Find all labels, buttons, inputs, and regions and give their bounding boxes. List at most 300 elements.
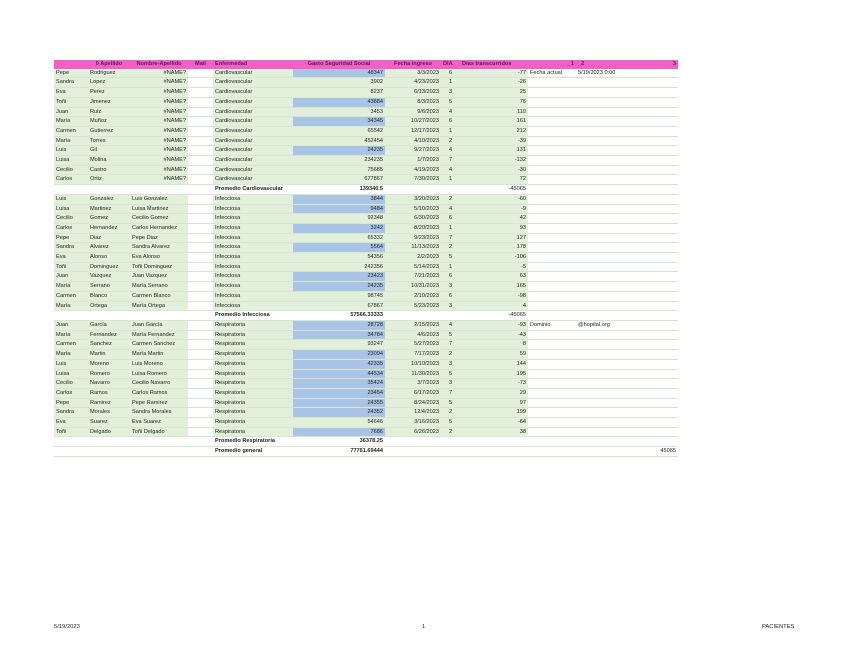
table-cell[interactable]: Respiratoria	[213, 369, 293, 379]
table-cell[interactable]: Blanco	[88, 291, 130, 301]
table-cell[interactable]: Suarez	[88, 418, 130, 428]
table-cell[interactable]: María Serrano	[130, 282, 188, 292]
table-cell[interactable]: Luis	[54, 194, 88, 204]
table-cell[interactable]: 242356	[293, 262, 385, 272]
table-cell[interactable]: 93	[460, 223, 528, 233]
table-cell[interactable]: Cardiovascular	[213, 126, 293, 136]
table-cell[interactable]	[441, 185, 460, 195]
table-cell[interactable]: 12/4/2023	[385, 408, 441, 418]
table-cell[interactable]: 11/30/2023	[385, 369, 441, 379]
table-cell[interactable]	[130, 437, 188, 447]
table-cell[interactable]: Promedio Respiratoria	[213, 437, 293, 447]
table-cell[interactable]: Perez	[88, 88, 130, 98]
table-cell[interactable]: 1	[441, 78, 460, 88]
table-cell[interactable]	[54, 185, 88, 195]
table-cell[interactable]: Hernandez	[88, 223, 130, 233]
table-cell[interactable]	[630, 185, 678, 195]
table-cell[interactable]: 4	[460, 301, 528, 311]
table-cell[interactable]: 57566.33333	[293, 311, 385, 321]
table-cell[interactable]: 10/31/2023	[385, 282, 441, 292]
table-cell[interactable]	[188, 369, 213, 379]
table-cell[interactable]: 5	[441, 97, 460, 107]
table-cell[interactable]: Eva	[54, 418, 88, 428]
table-cell[interactable]	[528, 262, 576, 272]
table-cell[interactable]	[441, 311, 460, 321]
table-cell[interactable]	[576, 408, 630, 418]
table-cell[interactable]: Pepe	[54, 69, 88, 78]
table-cell[interactable]: 1/7/2023	[385, 156, 441, 166]
table-cell[interactable]	[528, 126, 576, 136]
table-cell[interactable]: Promedio Cardiovascular	[213, 185, 293, 195]
table-cell[interactable]: -77	[460, 69, 528, 78]
table-cell[interactable]	[54, 437, 88, 447]
table-cell[interactable]: Eva	[54, 253, 88, 263]
table-cell[interactable]	[576, 88, 630, 98]
table-cell[interactable]: 6	[441, 69, 460, 78]
table-cell[interactable]: Carmen	[54, 291, 88, 301]
table-cell[interactable]: Respiratoria	[213, 398, 293, 408]
table-cell[interactable]	[188, 262, 213, 272]
table-cell[interactable]: Respiratoria	[213, 320, 293, 330]
table-cell[interactable]: 178	[460, 243, 528, 253]
table-cell[interactable]: Infecciosa	[213, 243, 293, 253]
table-cell[interactable]	[576, 447, 630, 457]
table-cell[interactable]	[528, 136, 576, 146]
table-cell[interactable]: Fecha actual	[528, 69, 576, 78]
table-cell[interactable]	[576, 156, 630, 166]
table-cell[interactable]: Respiratoria	[213, 350, 293, 360]
table-cell[interactable]	[188, 204, 213, 214]
table-cell[interactable]: 7686	[293, 427, 385, 437]
table-cell[interactable]: -43	[460, 330, 528, 340]
table-cell[interactable]	[188, 330, 213, 340]
table-cell[interactable]: 34345	[293, 117, 385, 127]
table-cell[interactable]: Gonzalez	[88, 194, 130, 204]
table-cell[interactable]: 161	[460, 117, 528, 127]
table-cell[interactable]: Luis	[54, 146, 88, 156]
table-cell[interactable]	[528, 243, 576, 253]
table-cell[interactable]: Dominio	[528, 320, 576, 330]
table-cell[interactable]: Sandra	[54, 408, 88, 418]
table-cell[interactable]: 5	[441, 398, 460, 408]
table-cell[interactable]: 3	[441, 88, 460, 98]
table-cell[interactable]	[188, 117, 213, 127]
table-cell[interactable]: Respiratoria	[213, 379, 293, 389]
table-cell[interactable]	[528, 330, 576, 340]
table-cell[interactable]: Luisa Martinez	[130, 204, 188, 214]
table-cell[interactable]: 7	[441, 233, 460, 243]
table-cell[interactable]: 2	[441, 427, 460, 437]
table-cell[interactable]	[188, 340, 213, 350]
table-cell[interactable]: 7	[441, 388, 460, 398]
table-cell[interactable]	[188, 311, 213, 321]
table-cell[interactable]: 127	[460, 233, 528, 243]
table-cell[interactable]: Torres	[88, 136, 130, 146]
table-cell[interactable]	[576, 223, 630, 233]
table-cell[interactable]	[528, 165, 576, 175]
table-cell[interactable]: 28728	[293, 320, 385, 330]
table-cell[interactable]: 8/20/2023	[385, 223, 441, 233]
table-cell[interactable]	[630, 320, 678, 330]
table-cell[interactable]	[576, 427, 630, 437]
table-cell[interactable]	[188, 398, 213, 408]
table-cell[interactable]: 2/15/2023	[385, 320, 441, 330]
table-cell[interactable]: Carlos Hernandez	[130, 223, 188, 233]
table-cell[interactable]: 38	[460, 427, 528, 437]
table-cell[interactable]	[576, 350, 630, 360]
table-cell[interactable]: 5564	[293, 243, 385, 253]
table-cell[interactable]: 34784	[293, 330, 385, 340]
table-cell[interactable]: 9/6/2023	[385, 107, 441, 117]
table-cell[interactable]	[630, 311, 678, 321]
table-cell[interactable]	[630, 243, 678, 253]
table-cell[interactable]: María	[54, 117, 88, 127]
table-cell[interactable]: 165	[460, 282, 528, 292]
table-cell[interactable]: Respiratoria	[213, 427, 293, 437]
table-cell[interactable]: #NAME?	[130, 126, 188, 136]
table-cell[interactable]	[576, 253, 630, 263]
table-cell[interactable]	[630, 97, 678, 107]
table-cell[interactable]: -60	[460, 194, 528, 204]
table-cell[interactable]	[630, 427, 678, 437]
table-cell[interactable]	[576, 185, 630, 195]
table-cell[interactable]: 6/17/2023	[385, 388, 441, 398]
table-cell[interactable]: Romero	[88, 369, 130, 379]
table-cell[interactable]	[528, 272, 576, 282]
table-cell[interactable]	[385, 447, 441, 457]
table-cell[interactable]: Cecilio	[54, 165, 88, 175]
table-cell[interactable]: Cardiovascular	[213, 146, 293, 156]
table-cell[interactable]: Sandra Morales	[130, 408, 188, 418]
table-cell[interactable]: Carlos	[54, 223, 88, 233]
table-cell[interactable]: Carlos	[54, 388, 88, 398]
table-cell[interactable]	[630, 233, 678, 243]
table-cell[interactable]	[188, 282, 213, 292]
table-cell[interactable]: 44534	[293, 369, 385, 379]
table-cell[interactable]: Infecciosa	[213, 253, 293, 263]
table-cell[interactable]: Fernandez	[88, 330, 130, 340]
table-cell[interactable]: Cardiovascular	[213, 175, 293, 185]
table-cell[interactable]: 24355	[293, 398, 385, 408]
table-cell[interactable]: 6	[441, 272, 460, 282]
table-cell[interactable]: Toñi Dominguez	[130, 262, 188, 272]
table-cell[interactable]: 25	[460, 88, 528, 98]
table-cell[interactable]: 4	[441, 320, 460, 330]
table-cell[interactable]	[188, 146, 213, 156]
table-cell[interactable]: Pepe	[54, 233, 88, 243]
table-cell[interactable]: -30	[460, 165, 528, 175]
table-cell[interactable]	[528, 107, 576, 117]
table-cell[interactable]	[130, 311, 188, 321]
table-cell[interactable]	[528, 78, 576, 88]
table-cell[interactable]	[576, 262, 630, 272]
table-cell[interactable]: 6	[441, 117, 460, 127]
table-cell[interactable]: Eva Alonso	[130, 253, 188, 263]
table-cell[interactable]	[630, 398, 678, 408]
table-cell[interactable]	[630, 301, 678, 311]
table-cell[interactable]	[188, 350, 213, 360]
table-cell[interactable]: -5	[460, 262, 528, 272]
table-cell[interactable]	[528, 350, 576, 360]
table-cell[interactable]: 24235	[293, 282, 385, 292]
table-cell[interactable]	[188, 69, 213, 78]
table-cell[interactable]	[630, 369, 678, 379]
table-cell[interactable]: Respiratoria	[213, 330, 293, 340]
table-cell[interactable]: 6/30/2023	[385, 214, 441, 224]
table-cell[interactable]	[528, 233, 576, 243]
table-cell[interactable]: -93	[460, 320, 528, 330]
table-cell[interactable]	[528, 282, 576, 292]
table-cell[interactable]	[188, 223, 213, 233]
table-cell[interactable]: Pepe Diaz	[130, 233, 188, 243]
table-cell[interactable]: 8237	[293, 88, 385, 98]
table-cell[interactable]: Rodriguez	[88, 69, 130, 78]
table-cell[interactable]	[576, 136, 630, 146]
table-cell[interactable]: 24352	[293, 408, 385, 418]
table-cell[interactable]: Alonso	[88, 253, 130, 263]
table-cell[interactable]	[188, 291, 213, 301]
table-cell[interactable]: 6/26/2023	[385, 427, 441, 437]
table-cell[interactable]: Moreno	[88, 359, 130, 369]
table-cell[interactable]: Sanchez	[88, 340, 130, 350]
table-cell[interactable]: María	[54, 136, 88, 146]
table-cell[interactable]: 67867	[293, 301, 385, 311]
table-cell[interactable]	[188, 243, 213, 253]
table-cell[interactable]: 677867	[293, 175, 385, 185]
table-cell[interactable]: Eva Suarez	[130, 418, 188, 428]
table-cell[interactable]	[385, 437, 441, 447]
table-cell[interactable]: Toñi Delgado	[130, 427, 188, 437]
table-cell[interactable]	[528, 369, 576, 379]
table-cell[interactable]	[576, 311, 630, 321]
table-cell[interactable]: 2/10/2023	[385, 291, 441, 301]
table-cell[interactable]	[630, 330, 678, 340]
table-cell[interactable]: 24235	[293, 146, 385, 156]
table-cell[interactable]	[630, 418, 678, 428]
table-cell[interactable]: @hopital.org	[576, 320, 630, 330]
table-cell[interactable]	[188, 447, 213, 457]
table-cell[interactable]: Infecciosa	[213, 204, 293, 214]
table-cell[interactable]: 139340.5	[293, 185, 385, 195]
table-cell[interactable]: Castro	[88, 165, 130, 175]
table-cell[interactable]: -64	[460, 418, 528, 428]
table-cell[interactable]: Carmen	[54, 126, 88, 136]
table-cell[interactable]: Lopez	[88, 78, 130, 88]
table-cell[interactable]	[630, 282, 678, 292]
table-cell[interactable]: 3	[441, 282, 460, 292]
table-cell[interactable]: Cecilio Gomez	[130, 214, 188, 224]
table-cell[interactable]: 23423	[293, 272, 385, 282]
table-cell[interactable]: Cecilio Navarro	[130, 379, 188, 389]
table-cell[interactable]	[188, 427, 213, 437]
table-cell[interactable]	[528, 301, 576, 311]
table-cell[interactable]: Gil	[88, 146, 130, 156]
table-cell[interactable]: Luisa	[54, 204, 88, 214]
table-cell[interactable]: María Fernandez	[130, 330, 188, 340]
table-cell[interactable]: -106	[460, 253, 528, 263]
table-cell[interactable]	[528, 398, 576, 408]
table-cell[interactable]	[576, 175, 630, 185]
table-cell[interactable]: 3453	[293, 107, 385, 117]
table-cell[interactable]: 3	[441, 301, 460, 311]
table-cell[interactable]: Cardiovascular	[213, 69, 293, 78]
table-cell[interactable]: 144	[460, 359, 528, 369]
table-cell[interactable]	[576, 282, 630, 292]
table-cell[interactable]	[188, 388, 213, 398]
table-cell[interactable]	[528, 146, 576, 156]
table-cell[interactable]: 4	[441, 204, 460, 214]
table-cell[interactable]	[188, 253, 213, 263]
table-cell[interactable]: -45065	[460, 185, 528, 195]
table-cell[interactable]	[188, 301, 213, 311]
table-cell[interactable]	[188, 272, 213, 282]
table-cell[interactable]: Ramirez	[88, 398, 130, 408]
table-cell[interactable]	[528, 359, 576, 369]
table-cell[interactable]	[630, 204, 678, 214]
table-cell[interactable]	[630, 408, 678, 418]
table-cell[interactable]: 2	[441, 350, 460, 360]
table-cell[interactable]: Carlos	[54, 175, 88, 185]
table-cell[interactable]: 7	[441, 156, 460, 166]
table-cell[interactable]: Respiratoria	[213, 408, 293, 418]
table-cell[interactable]	[88, 311, 130, 321]
table-cell[interactable]: Diaz	[88, 233, 130, 243]
table-cell[interactable]	[576, 214, 630, 224]
table-cell[interactable]: Pepe Ramirez	[130, 398, 188, 408]
table-cell[interactable]	[188, 78, 213, 88]
table-cell[interactable]: 29	[460, 388, 528, 398]
table-cell[interactable]	[528, 117, 576, 127]
table-cell[interactable]: 23094	[293, 350, 385, 360]
table-cell[interactable]: Respiratoria	[213, 340, 293, 350]
table-cell[interactable]	[630, 69, 678, 78]
table-cell[interactable]	[54, 311, 88, 321]
table-cell[interactable]	[576, 165, 630, 175]
table-cell[interactable]: 5	[441, 369, 460, 379]
table-cell[interactable]: Juan	[54, 272, 88, 282]
table-cell[interactable]: Luisa Romero	[130, 369, 188, 379]
table-cell[interactable]: Luis Gonzalez	[130, 194, 188, 204]
table-cell[interactable]	[188, 379, 213, 389]
table-cell[interactable]: 234235	[293, 156, 385, 166]
table-cell[interactable]: 1	[441, 262, 460, 272]
table-cell[interactable]	[630, 146, 678, 156]
table-cell[interactable]: 36378.25	[293, 437, 385, 447]
table-cell[interactable]: 98745	[293, 291, 385, 301]
table-cell[interactable]: 4/19/2023	[385, 165, 441, 175]
table-cell[interactable]	[630, 175, 678, 185]
table-cell[interactable]	[528, 97, 576, 107]
table-cell[interactable]: Cardiovascular	[213, 107, 293, 117]
table-cell[interactable]: María	[54, 301, 88, 311]
table-cell[interactable]: 4/6/2023	[385, 330, 441, 340]
table-cell[interactable]: 10/27/2023	[385, 117, 441, 127]
table-cell[interactable]: Luisa	[54, 156, 88, 166]
table-cell[interactable]: Sandra	[54, 78, 88, 88]
table-cell[interactable]: 8/24/2023	[385, 398, 441, 408]
table-cell[interactable]: 4	[441, 146, 460, 156]
table-cell[interactable]	[630, 223, 678, 233]
table-cell[interactable]: 8	[460, 340, 528, 350]
table-cell[interactable]	[630, 88, 678, 98]
table-cell[interactable]: María	[54, 282, 88, 292]
table-cell[interactable]	[188, 359, 213, 369]
table-cell[interactable]	[630, 262, 678, 272]
table-cell[interactable]: Cardiovascular	[213, 88, 293, 98]
table-cell[interactable]	[528, 340, 576, 350]
table-cell[interactable]: Sandra	[54, 243, 88, 253]
table-cell[interactable]: -9	[460, 204, 528, 214]
table-cell[interactable]	[630, 359, 678, 369]
table-cell[interactable]	[528, 88, 576, 98]
table-cell[interactable]	[576, 78, 630, 88]
table-cell[interactable]	[576, 379, 630, 389]
table-cell[interactable]: 5/19/2023 0:00	[576, 69, 630, 78]
table-cell[interactable]	[630, 78, 678, 88]
table-cell[interactable]: -98	[460, 291, 528, 301]
table-cell[interactable]: #NAME?	[130, 117, 188, 127]
table-cell[interactable]: Cardiovascular	[213, 117, 293, 127]
table-cell[interactable]: -73	[460, 379, 528, 389]
table-cell[interactable]: Cardiovascular	[213, 165, 293, 175]
table-cell[interactable]: 7/21/2023	[385, 272, 441, 282]
table-cell[interactable]: Gomez	[88, 214, 130, 224]
table-cell[interactable]: Infecciosa	[213, 194, 293, 204]
table-cell[interactable]: #NAME?	[130, 156, 188, 166]
table-cell[interactable]: Toñi	[54, 427, 88, 437]
table-cell[interactable]: 110	[460, 107, 528, 117]
table-cell[interactable]	[630, 437, 678, 447]
table-cell[interactable]: Cardiovascular	[213, 156, 293, 166]
table-cell[interactable]	[188, 418, 213, 428]
table-cell[interactable]: 5/27/2023	[385, 340, 441, 350]
table-cell[interactable]	[130, 447, 188, 457]
table-cell[interactable]	[188, 320, 213, 330]
table-cell[interactable]: 45065	[630, 447, 678, 457]
table-cell[interactable]: Eva	[54, 88, 88, 98]
table-cell[interactable]	[460, 447, 528, 457]
table-cell[interactable]: Gutierrez	[88, 126, 130, 136]
table-cell[interactable]: #NAME?	[130, 88, 188, 98]
table-cell[interactable]: Promedio Infecciosa	[213, 311, 293, 321]
table-cell[interactable]: 10/10/2023	[385, 359, 441, 369]
table-cell[interactable]: Respiratoria	[213, 388, 293, 398]
table-cell[interactable]: 9/23/2023	[385, 233, 441, 243]
table-cell[interactable]: 65332	[293, 233, 385, 243]
table-cell[interactable]: Cardiovascular	[213, 78, 293, 88]
table-cell[interactable]: 9484	[293, 204, 385, 214]
table-cell[interactable]	[576, 107, 630, 117]
table-cell[interactable]: #NAME?	[130, 69, 188, 78]
table-cell[interactable]: Navarro	[88, 379, 130, 389]
table-cell[interactable]: Luis	[54, 359, 88, 369]
table-cell[interactable]: Infecciosa	[213, 214, 293, 224]
table-cell[interactable]: 195	[460, 369, 528, 379]
table-cell[interactable]: Cardiovascular	[213, 136, 293, 146]
table-cell[interactable]: 63	[460, 272, 528, 282]
table-cell[interactable]	[576, 126, 630, 136]
table-cell[interactable]: 76	[460, 97, 528, 107]
table-cell[interactable]	[576, 437, 630, 447]
table-cell[interactable]: 97	[460, 398, 528, 408]
table-cell[interactable]: -26	[460, 78, 528, 88]
table-cell[interactable]	[576, 330, 630, 340]
table-cell[interactable]	[441, 447, 460, 457]
table-cell[interactable]: 59	[460, 350, 528, 360]
table-cell[interactable]: Muñoz	[88, 117, 130, 127]
table-cell[interactable]	[528, 156, 576, 166]
table-cell[interactable]: Luisa	[54, 369, 88, 379]
